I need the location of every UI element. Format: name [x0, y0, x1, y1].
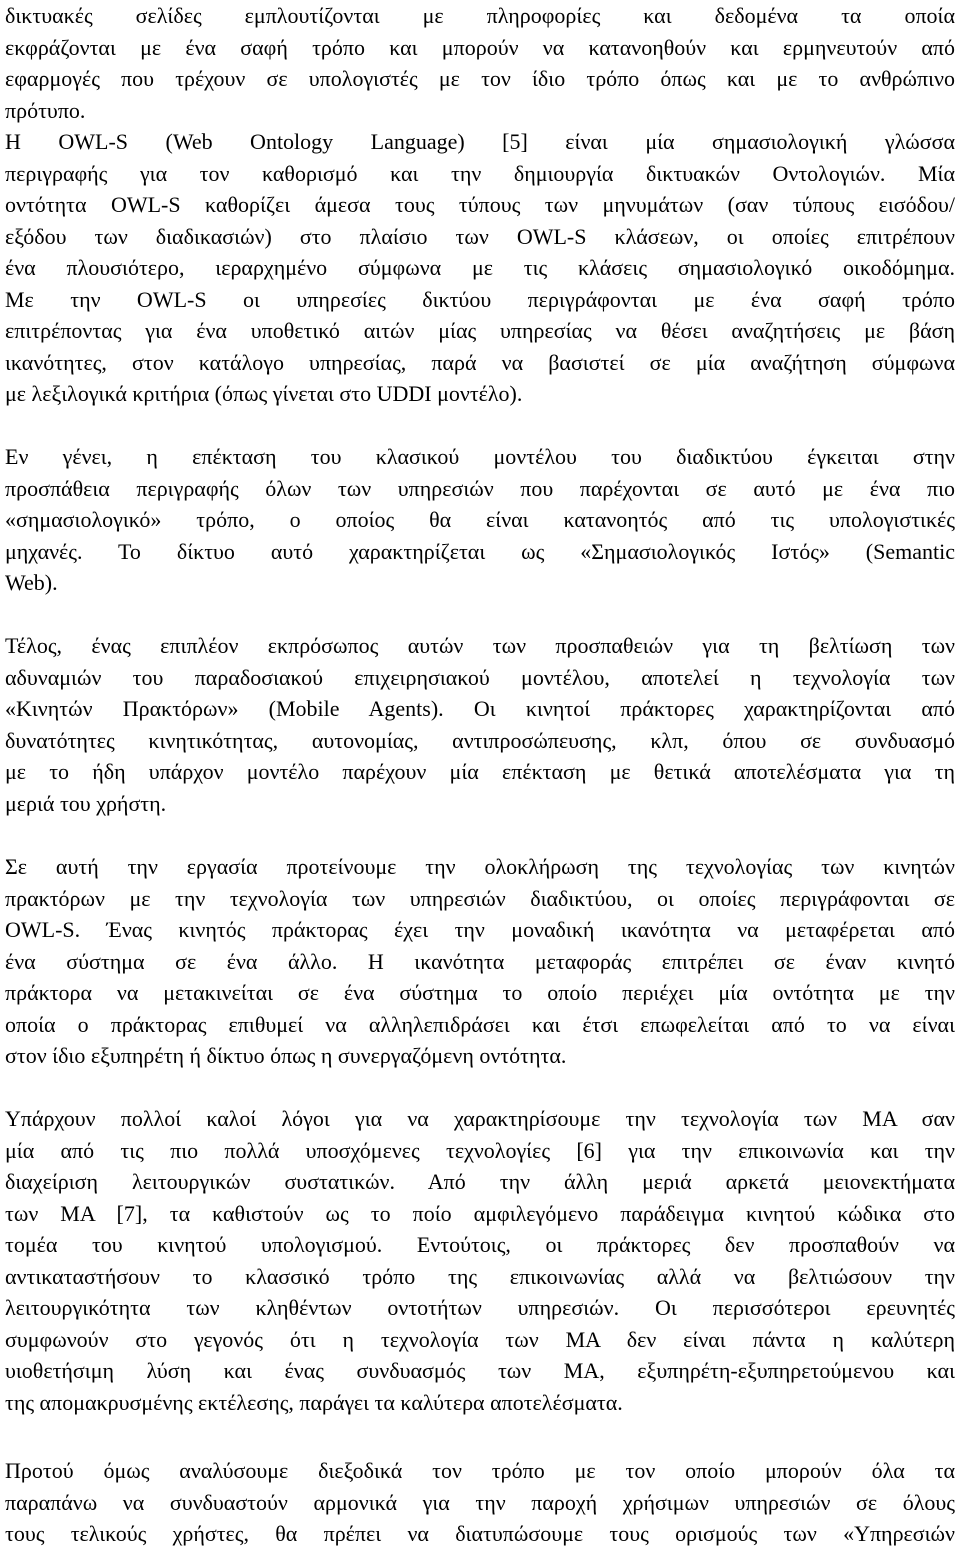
text-line: Υπάρχουν πολλοί καλοί λόγοι για να χαρακτηρίσουμε την τεχνολογία των ΜΑ σαν [5, 1106, 955, 1131]
text-line: οποία ο πράκτορας επιθυμεί να αλληλεπιδράσει και έτσι επωφελείται από το να είναι [5, 1011, 955, 1037]
text-line: μηχανές. Το δίκτυο αυτό χαρακτηρίζεται ως «Σημασιολογικός Ιστός» (Semantic [5, 538, 955, 564]
text-line: Τέλος, ένας επιπλέον εκπρόσωπος αυτών των προσπαθειών για τη βελτίωση των [5, 633, 955, 658]
text-line: εφαρμογές που τρέχουν σε υπολογιστές με τον ίδιο τρόπο όπως και με το ανθρώπινο [5, 66, 955, 91]
text-line: με λεξιλογικά κριτήρια (όπως γίνεται στο UDDI μοντέλο). [5, 381, 523, 406]
text-line: επιτρέποντας για ένα υποθετικό αιτών μίας υπηρεσίας να θέσει αναζητήσεις με βάση [5, 318, 955, 343]
text-line: των ΜΑ [7], τα καθιστούν ως το ποίο αμφιλεγόμενο παράδειγμα κινητού κώδικα στο [5, 1200, 955, 1226]
text-line: στον ίδιο εξυπηρέτη ή δίκτυο όπως η συνεργαζόμενη οντότητα. [5, 1043, 567, 1068]
text-line: Web). [5, 570, 58, 595]
paragraph-ma-reasons [5, 1103, 955, 1418]
text-line: τους τελικούς χρήστες, θα πρέπει να διατυπώσουμε τους ορισμούς των «Υπηρεσιών [5, 1521, 955, 1546]
paragraph-owl-s [5, 0, 955, 410]
text-line: λειτουργικότητα των κληθέντων οντοτήτων υπηρεσιών. Οι περισσότεροι ερευνητές [5, 1295, 955, 1320]
text-line: «Κινητών Πρακτόρων» (Mobile Agents). Οι κινητοί πράκτορες χαρακτηρίζονται από [5, 696, 955, 721]
text-line: «σημασιολογικό» τρόπο, ο οποίος θα είναι κατανοητός από τις υπολογιστικές [5, 507, 955, 532]
paragraph-mobile-agents [5, 630, 955, 819]
text-line: Σε αυτή την εργασία προτείνουμε την ολοκλήρωση της τεχνολογίας των κινητών [5, 854, 955, 879]
text-line: Με την OWL-S οι υπηρεσίες δικτύου περιγράφονται με ένα σαφή τρόπο [5, 286, 955, 312]
text-line: Η OWL-S (Web Ontology Language) [5] είναι μία σημασιολογική γλώσσα [5, 129, 955, 154]
text-line: Εν γένει, η επέκταση του κλασικού μοντέλου του διαδικτύου έγκειται στην [5, 444, 955, 469]
text-line: διαχείριση λειτουργικών συστατικών. Από την άλλη μεριά αρκετά μειονεκτήματα [5, 1169, 955, 1194]
text-line: περιγραφής για τον καθορισμό και την δημιουργία δικτυακών Οντολογιών. Μία [5, 160, 955, 186]
text-line: εξόδου των διαδικασιών) στο πλαίσιο των OWL-S κλάσεων, οι οποίες επιτρέπουν [5, 223, 955, 249]
paragraph-semantic-web [5, 441, 955, 599]
text-line: προσπάθεια περιγραφής όλων των υπηρεσιών που παρέχονται σε αυτό με ένα πιο [5, 475, 955, 501]
paragraph-integration [5, 851, 955, 1072]
text-line: OWL-S. Ένας κινητός πράκτορας έχει την μοναδική ικανότητα να μεταφέρεται από [5, 917, 955, 942]
text-line: πρότυπο. [5, 97, 86, 123]
text-line: με το ήδη υπάρχον μοντέλο παρέχουν μία επέκταση με θετικά αποτελέσματα για τη [5, 759, 955, 784]
text-line: αδυναμιών του παραδοσιακού επιχειρησιακού μοντέλου, αποτελεί η τεχνολογία των [5, 664, 955, 690]
text-line: της απομακρυσμένης εκτέλεσης, παράγει τα καλύτερα αποτελέσματα. [5, 1389, 623, 1415]
text-line: ικανότητες, στον κατάλογο υπηρεσίας, παρά να βασιστεί σε μία αναζήτηση σύμφωνα [5, 349, 955, 375]
text-line: συμφωνούν στο γεγονός ότι η τεχνολογία των ΜΑ δεν είναι πάντα η καλύτερη [5, 1326, 955, 1352]
text-line: εκφράζονται με ένα σαφή τρόπο και μπορούν να κατανοηθούν και ερμηνευτούν από [5, 34, 955, 60]
text-line: υιοθετήσιμη λύση και ένας συνδυασμός των ΜΑ, εξυπηρέτη-εξυπηρετούμενου και [5, 1358, 955, 1383]
text-line: δικτυακές σελίδες εμπλουτίζονται με πληροφορίες και δεδομένα τα οποία [5, 3, 955, 28]
text-line: οντότητα OWL-S καθορίζει άμεσα τους τύπους των μηνυμάτων (σαν τύπους εισόδου/ [5, 192, 955, 217]
text-line: τομέα του κινητού υπολογισμού. Εντούτοις, οι πράκτορες δεν προσπαθούν να [5, 1232, 955, 1257]
text-line: μεριά του χρήστη. [5, 790, 167, 816]
text-line: αντικαταστήσουν το κλασσικό τρόπο της επικοινωνίας αλλά να βελτιώσουν την [5, 1263, 955, 1289]
text-line: Προτού όμως αναλύσουμε διεξοδικά τον τρόπο με τον οποίο μπορούν όλα τα [5, 1458, 955, 1483]
text-line: ένα σύστημα σε ένα άλλο. Η ικανότητα μεταφοράς επιτρέπει σε έναν κινητό [5, 948, 955, 974]
text-line: πράκτορα να μετακινείται σε ένα σύστημα το οποίο περιέχει μία οντότητα με την [5, 980, 955, 1005]
text-line: πρακτόρων με την τεχνολογία των υπηρεσιών διαδικτύου, οι οποίες περιγράφονται σε [5, 885, 955, 911]
text-line: μία από τις πιο πολλά υποσχόμενες τεχνολογίες [6] για την επικοινωνία και την [5, 1137, 955, 1163]
text-line: ένα πλουσιότερο, ιεραρχημένο σύμφωνα με τις κλάσεις σημασιολογικό οικοδόμημα. [5, 255, 955, 280]
text-line: δυνατότητες κινητικότητας, αυτονομίας, αντιπροσώπευσης, κλπ, όπου σε συνδυασμό [5, 727, 955, 753]
paragraph-analysis [5, 1455, 955, 1550]
text-line: παραπάνω να συνδυαστούν αρμονικά για την παροχή χρήσιμων υπηρεσιών σε όλους [5, 1489, 955, 1515]
